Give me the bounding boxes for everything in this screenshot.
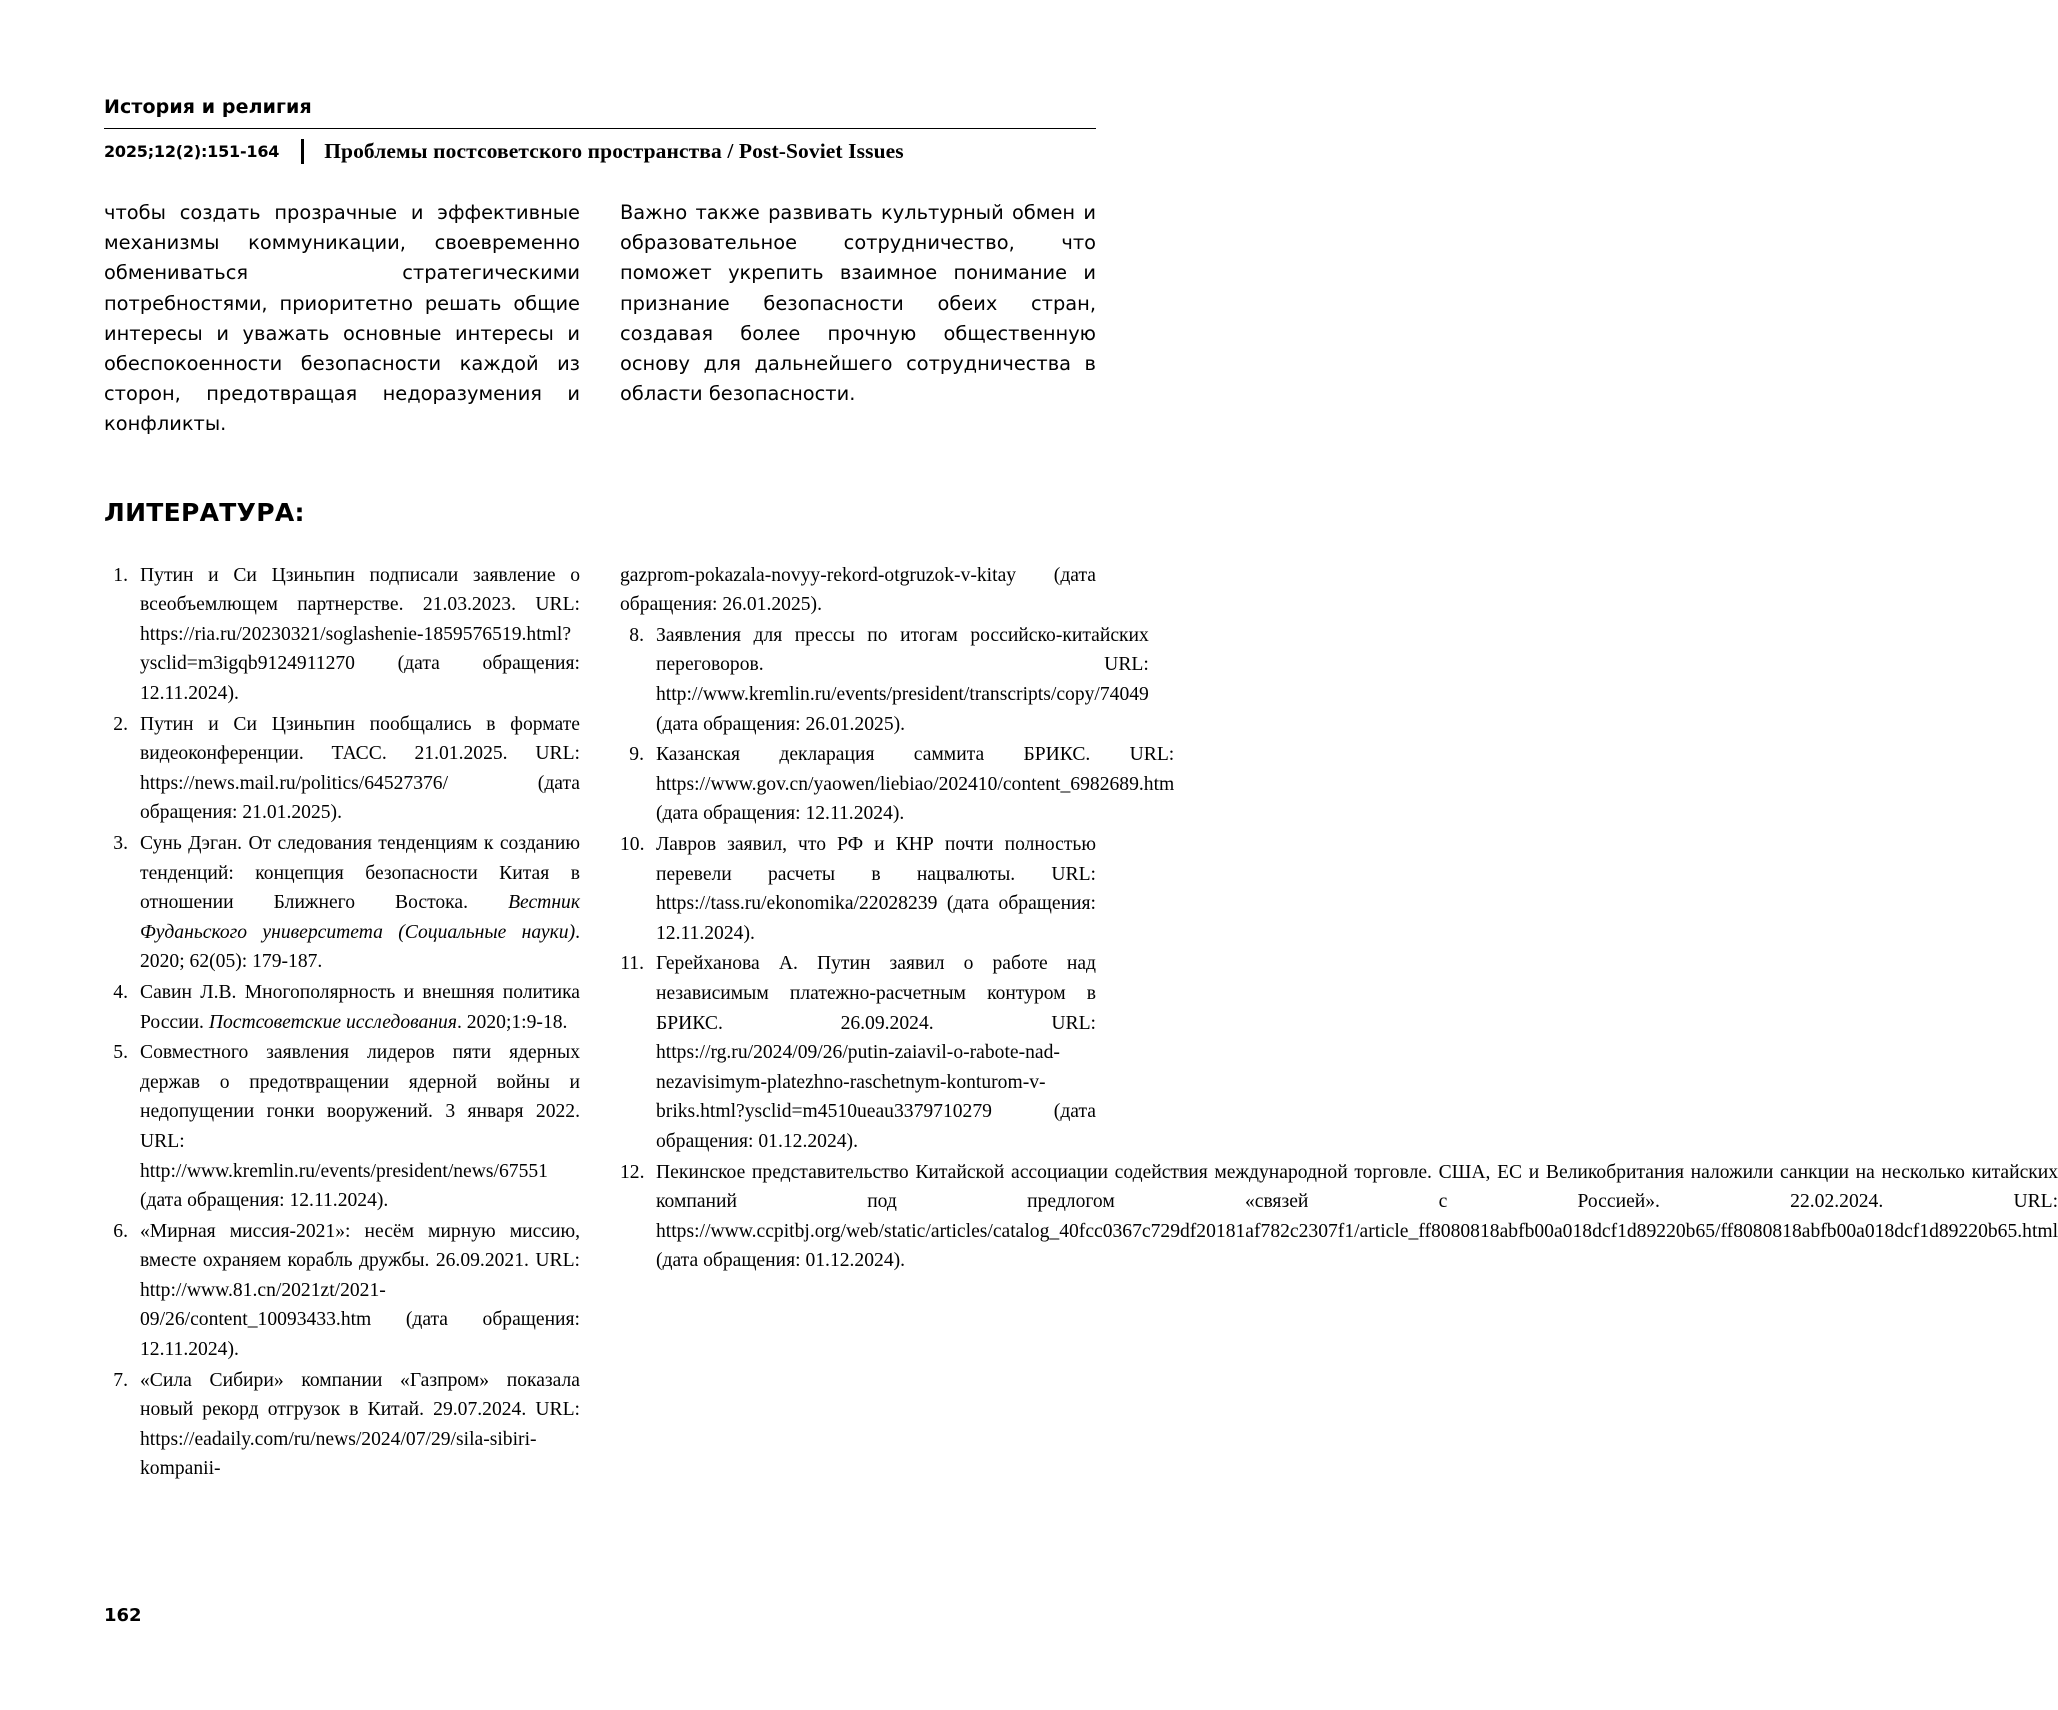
reference-text-tail: . 2020;1:9-18. bbox=[456, 1011, 568, 1033]
reference-number: 4. bbox=[113, 981, 128, 1003]
reference-text bbox=[140, 829, 580, 977]
reference-text: Совместного заявления лидеров пяти ядерных держав о предотвращении ядерной войны и недопущении гонки вооружений. 3 января 2022. URL: http://www.kremlin.ru/events/president/news/67551 (дата обращения: 12.11.2024). bbox=[140, 1042, 580, 1212]
references-heading: ЛИТЕРАТУРА: bbox=[104, 497, 305, 527]
references-body bbox=[104, 561, 2058, 1485]
list-item bbox=[620, 949, 1096, 1156]
reference-text: Казанская декларация саммита БРИКС. URL: https://www.gov.cn/yaowen/liebiao/202410/content_6982689.htm (дата обращения: 12.11.2024). bbox=[656, 744, 1175, 825]
reference-number: 10. bbox=[620, 833, 645, 855]
reference-number: 11. bbox=[620, 953, 644, 975]
reference-number: 2. bbox=[113, 713, 128, 735]
list-item bbox=[620, 1158, 2058, 1276]
reference-number: 3. bbox=[113, 832, 128, 854]
header-meta-row bbox=[104, 129, 1096, 168]
list-item bbox=[104, 561, 580, 709]
list-item bbox=[620, 740, 1175, 829]
body-column-left bbox=[104, 198, 580, 440]
reference-text-tail: . 2020; 62(05): 179-187. bbox=[140, 921, 580, 973]
reference-number: 8. bbox=[629, 624, 644, 646]
reference-text: Путин и Си Цзиньпин пообщались в формате видеоконференции. ТАСС. 21.01.2025. URL: https://news.mail.ru/politics/64527376/ (дата обращения: 21.01.2025). bbox=[140, 713, 580, 824]
references-column-right bbox=[620, 561, 2058, 1485]
reference-list-left bbox=[104, 561, 580, 1484]
reference-text-part: Сунь Дэган. От следования тенденциям к созданию тенденций: концепция безопасности Китая в отношении Ближнего Востока. bbox=[140, 832, 580, 914]
header-vertical-rule bbox=[301, 139, 304, 164]
reference-number: 6. bbox=[113, 1220, 128, 1242]
paragraph-right: Важно также развивать культурный обмен и образовательное сотрудничество, что поможет укрепить взаимное понимание и признание безопасности обеих стран, создавая более прочную общественную основу для дальнейшего сотрудничества в области безопасности. bbox=[620, 201, 1096, 406]
body-column-right bbox=[620, 198, 1096, 440]
list-item bbox=[104, 829, 580, 977]
list-item bbox=[104, 1217, 580, 1365]
reference-text: Путин и Си Цзиньпин подписали заявление о всеобъемлющем партнерстве. 21.03.2023. URL: https://ria.ru/20230321/soglashenie-1859576519.html?ysclid=m3igqb9124911270 (дата обращения: 12.11.2024). bbox=[140, 564, 580, 704]
references-column-left bbox=[104, 561, 580, 1485]
journal-section-title: История и религия bbox=[104, 96, 312, 118]
reference-text: Заявления для прессы по итогам российско-китайских переговоров. URL: http://www.kremlin.ru/events/president/transcripts/copy/74049 (дата обращения: 26.01.2025). bbox=[656, 624, 1149, 735]
list-item bbox=[104, 1366, 580, 1484]
reference-text: Лавров заявил, что РФ и КНР почти полностью перевели расчеты в нацвалюты. URL: https://tass.ru/ekonomika/22028239 (дата обращения: 12.11.2024). bbox=[656, 833, 1096, 944]
reference-text: Пекинское представительство Китайской ассоциации содействия международной торговле. США, ЕС и Великобритания наложили санкции на несколько китайских компаний под предлогом «связей с Россией». 22.02.2024. URL: https://www.ccpitbj.org/web/static/articles/catalog_40fcc0367c729df20181af782c2307f1/article_ff8080818abfb00a018dcf1d89220b65/ff8080818abfb00a018dcf1d89220b65.html (дата обращения: 01.12.2024). bbox=[656, 1161, 2058, 1272]
list-item bbox=[104, 978, 580, 1037]
reference-number: 1. bbox=[113, 564, 128, 586]
article-body bbox=[104, 198, 1096, 440]
reference-number: 12. bbox=[620, 1161, 645, 1183]
journal-title: Проблемы постсоветского пространства / Post-Soviet Issues bbox=[324, 139, 904, 163]
reference-text: Герейханова А. Путин заявил о работе над независимым платежно-расчетным контуром в БРИКС. 26.09.2024. URL: https://rg.ru/2024/09/26/putin-zaiavil-o-rabote-nad-nezavisimym-platezhno-raschetnym-konturom-v-briks.html?ysclid=m4510ueau3379710279 (дата обращения: 01.12.2024). bbox=[656, 953, 1096, 1152]
reference-source-title: Постсоветские исследования bbox=[208, 1011, 457, 1033]
issue-citation: 2025;12(2):151-164 bbox=[104, 142, 280, 161]
list-item bbox=[104, 1038, 580, 1216]
page-number: 162 bbox=[104, 1605, 142, 1626]
reference-continuation: gazprom-pokazala-novyy-rekord-otgruzok-v-kitay (дата обращения: 26.01.2025). bbox=[620, 564, 1096, 616]
paragraph-left: чтобы создать прозрачные и эффективные механизмы коммуникации, своевременно обмениваться стратегическими потребностями, приоритетно решать общие интересы и уважать основные интересы и обеспокоенности безопасности каждой из сторон, предотвращая недоразумения и конфликты. bbox=[104, 201, 580, 436]
list-item bbox=[104, 710, 580, 828]
list-item bbox=[620, 830, 1096, 948]
reference-list-right bbox=[620, 621, 2058, 1276]
list-item bbox=[620, 621, 1149, 739]
reference-text: «Сила Сибири» компании «Газпром» показала новый рекорд отгрузок в Китай. 29.07.2024. URL: https://eadaily.com/ru/news/2024/07/29/sila-sibiri-kompanii- bbox=[140, 1369, 580, 1480]
reference-text bbox=[140, 978, 580, 1037]
reference-number: 7. bbox=[113, 1369, 128, 1391]
page-header bbox=[104, 96, 1096, 168]
reference-source-title: Вестник Фуданьского университета (Социальные науки) bbox=[140, 892, 580, 943]
reference-text-part: Савин Л.В. Многополярность и внешняя политика России. bbox=[140, 981, 580, 1033]
reference-number: 9. bbox=[629, 744, 644, 766]
reference-number: 5. bbox=[113, 1042, 128, 1064]
reference-text: «Мирная миссия-2021»: несём мирную миссию, вместе охраняем корабль дружбы. 26.09.2021. URL: http://www.81.cn/2021zt/2021-09/26/content_10093433.htm (дата обращения: 12.11.2024). bbox=[140, 1220, 580, 1361]
